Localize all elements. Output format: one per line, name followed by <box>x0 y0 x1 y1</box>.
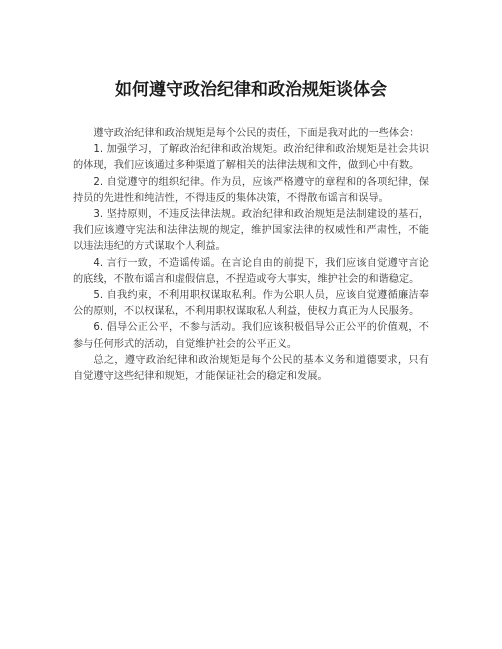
paragraph-point-4: 4. 言行一致，不造谣传谣。在言论自由的前提下，我们应该自觉遵守言论的底线，不散布谣言和虚假信息，不捏造或夸大事实，维护社会的和谐稳定。 <box>73 257 429 285</box>
paragraph-point-5: 5. 自我约束，不利用职权谋取私利。作为公职人员，应该自觉遵循廉洁奉公的原则，不以权谋私，不利用职权谋取私人利益，使权力真正为人民服务。 <box>73 290 429 318</box>
paragraph-point-1: 1. 加强学习，了解政治纪律和政治规矩。政治纪律和政治规矩是社会共识的体现，我们应该通过多种渠道了解相关的法律法规和文件，做到心中有数。 <box>73 144 429 172</box>
paragraph-conclusion: 总之，遵守政治纪律和政治规矩是每个公民的基本义务和道德要求，只有自觉遵守这些纪律和规矩，才能保证社会的稳定和发展。 <box>73 354 429 383</box>
document-title: 如何遵守政治纪律和政治规矩谈体会 <box>115 80 387 100</box>
paragraph-point-3: 3. 坚持原则，不违反法律法规。政治纪律和政治规矩是法制建设的基石，我们应该遵守宪法和法律法规的规定，维护国家法律的权威性和严肃性，不能以违法违纪的方式谋取个人利益。 <box>73 209 429 253</box>
paragraph-point-2: 2. 自觉遵守的组织纪律。作为员，应该严格遵守的章程和的各项纪律，保持员的先进性和纯洁性，不得违反的集体决策，不得散布谣言和误导。 <box>73 176 429 204</box>
paragraph-point-6: 6. 倡导公正公平，不参与活动。我们应该积极倡导公正公平的价值观，不参与任何形式的活动，自觉维护社会的公平正义。 <box>73 322 429 350</box>
document-body <box>73 126 429 385</box>
paragraph-intro: 遵守政治纪律和政治规矩是每个公民的责任，下面是我对此的一些体会： <box>93 128 420 139</box>
